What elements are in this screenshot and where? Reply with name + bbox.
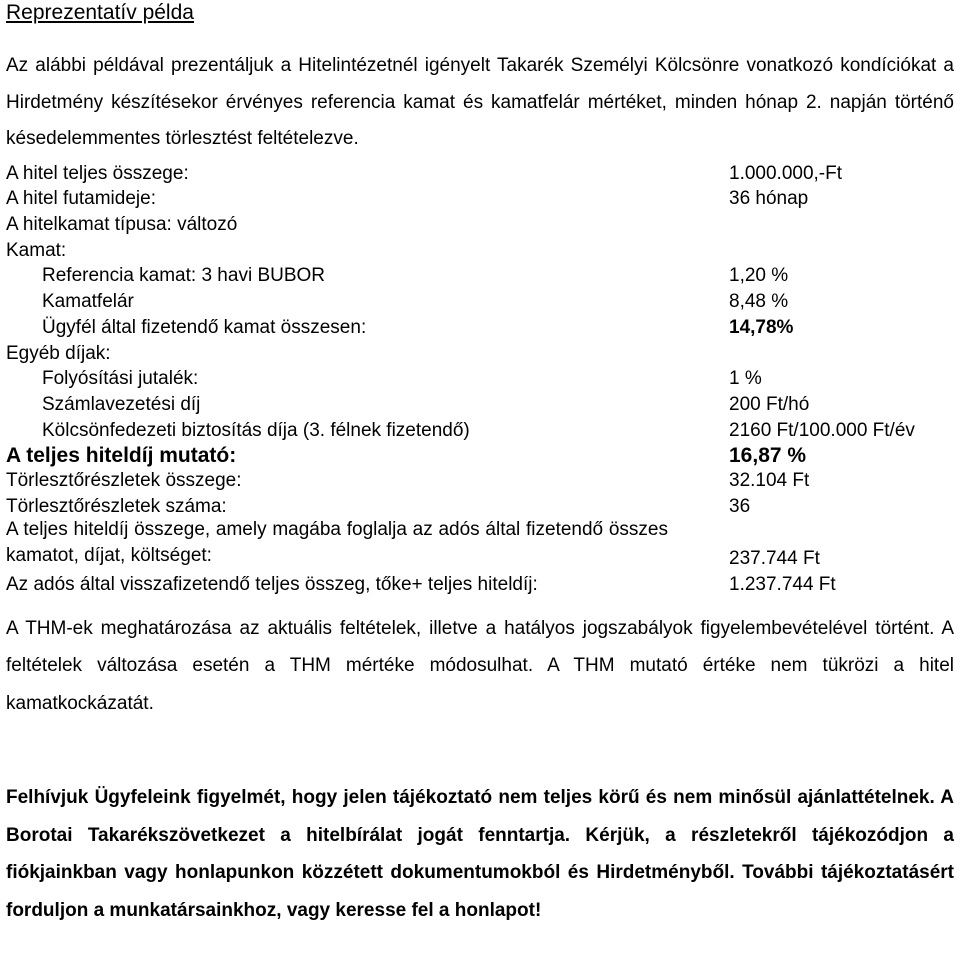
row-value: 14,78% — [729, 316, 794, 338]
row-value: 1 % — [729, 368, 762, 390]
table-row — [6, 286, 915, 312]
row-value: 36 — [729, 495, 751, 517]
row-value: 32.104 Ft — [729, 470, 810, 492]
row-label — [6, 517, 716, 569]
row-value — [716, 235, 915, 261]
table-row — [6, 184, 915, 210]
row-label: Referencia kamat: 3 havi BUBOR — [42, 265, 326, 287]
row-label: A teljes hiteldíj mutató: — [6, 443, 237, 467]
row-label: Folyósítási jutalék: — [42, 368, 199, 390]
row-label: A hitel futamideje: — [6, 188, 156, 210]
row-label-text: A teljes hiteldíj összege, amely magába foglalja az adós által fizetendő összes kamatot, díjat, költséget: — [6, 518, 668, 566]
row-label: Törlesztőrészletek összege: — [6, 470, 242, 492]
warning-paragraph: Felhívjuk Ügyfeleink figyelmét, hogy jelen tájékoztató nem teljes körű és nem minősül ajánlattételnek. A Borotai Takarékszövetkezet a hitelbírálat jogát fenntartja. Kérjük, a részletekről tájékozódjon a fiókjainkban vagy honlapunkon közzétett dokumentumokból és Hirdetményből. További tájékoztatásért forduljon a munkatársainkhoz, vagy keresse fel a honlapot! — [6, 787, 954, 921]
table-row — [6, 569, 915, 595]
table-row — [6, 158, 915, 184]
table-row — [6, 312, 915, 338]
row-value: 2160 Ft/100.000 Ft/év — [729, 419, 915, 441]
row-label: A hitelkamat típusa: változó — [6, 214, 238, 236]
row-label: Egyéb díjak: — [6, 342, 111, 364]
row-label: Ügyfél által fizetendő kamat összesen: — [42, 316, 367, 338]
row-value: 1,20 % — [729, 265, 789, 287]
row-value: 1.237.744 Ft — [729, 573, 836, 595]
table-row — [6, 466, 915, 492]
conditions-table — [6, 158, 915, 595]
table-row-thm — [6, 441, 915, 466]
row-label: Kamat: — [6, 239, 67, 261]
table-row — [6, 517, 915, 569]
table-row — [6, 338, 915, 364]
row-value: 36 hónap — [729, 188, 809, 210]
row-value: 1.000.000,-Ft — [729, 162, 843, 184]
intro-paragraph: Az alábbi példával prezentáljuk a Hitelintézetnél igényelt Takarék Személyi Kölcsönre vonatkozó kondíciókat a Hirdetmény készítésekor érvényes referencia kamat és kamatfelár mértéket, minden hónap 2. napján történő késedelemmentes törlesztést feltételezve. — [6, 55, 954, 149]
page-title: Reprezentatív példa — [6, 1, 194, 24]
row-label: A hitel teljes összege: — [6, 162, 189, 184]
table-row — [6, 209, 915, 235]
row-label: Kamatfelár — [42, 291, 134, 313]
table-row — [6, 261, 915, 287]
row-value — [716, 338, 915, 364]
table-row — [6, 235, 915, 261]
row-label: Az adós által visszafizetendő teljes összeg, tőke+ teljes hiteldíj: — [6, 573, 538, 595]
table-row — [6, 364, 915, 390]
row-value — [716, 209, 915, 235]
thm-note-paragraph: A THM-ek meghatározása az aktuális feltételek, illetve a hatályos jogszabályok figyelembevételével történt. A feltételek változása esetén a THM mértéke módosulhat. A THM mutató értéke nem tükrözi a hitel kamatkockázatát. — [6, 618, 954, 714]
table-row — [6, 389, 915, 415]
row-value: 8,48 % — [729, 291, 789, 313]
row-value: 16,87 % — [729, 443, 807, 467]
row-label: Számlavezetési díj — [42, 393, 201, 415]
row-label: Kölcsönfedezeti biztosítás díja (3. félnek fizetendő) — [42, 419, 470, 441]
table-row — [6, 491, 915, 517]
row-label: Törlesztőrészletek száma: — [6, 495, 227, 517]
table-row — [6, 415, 915, 441]
row-value: 200 Ft/hó — [729, 393, 810, 415]
row-value: 237.744 Ft — [729, 547, 820, 569]
